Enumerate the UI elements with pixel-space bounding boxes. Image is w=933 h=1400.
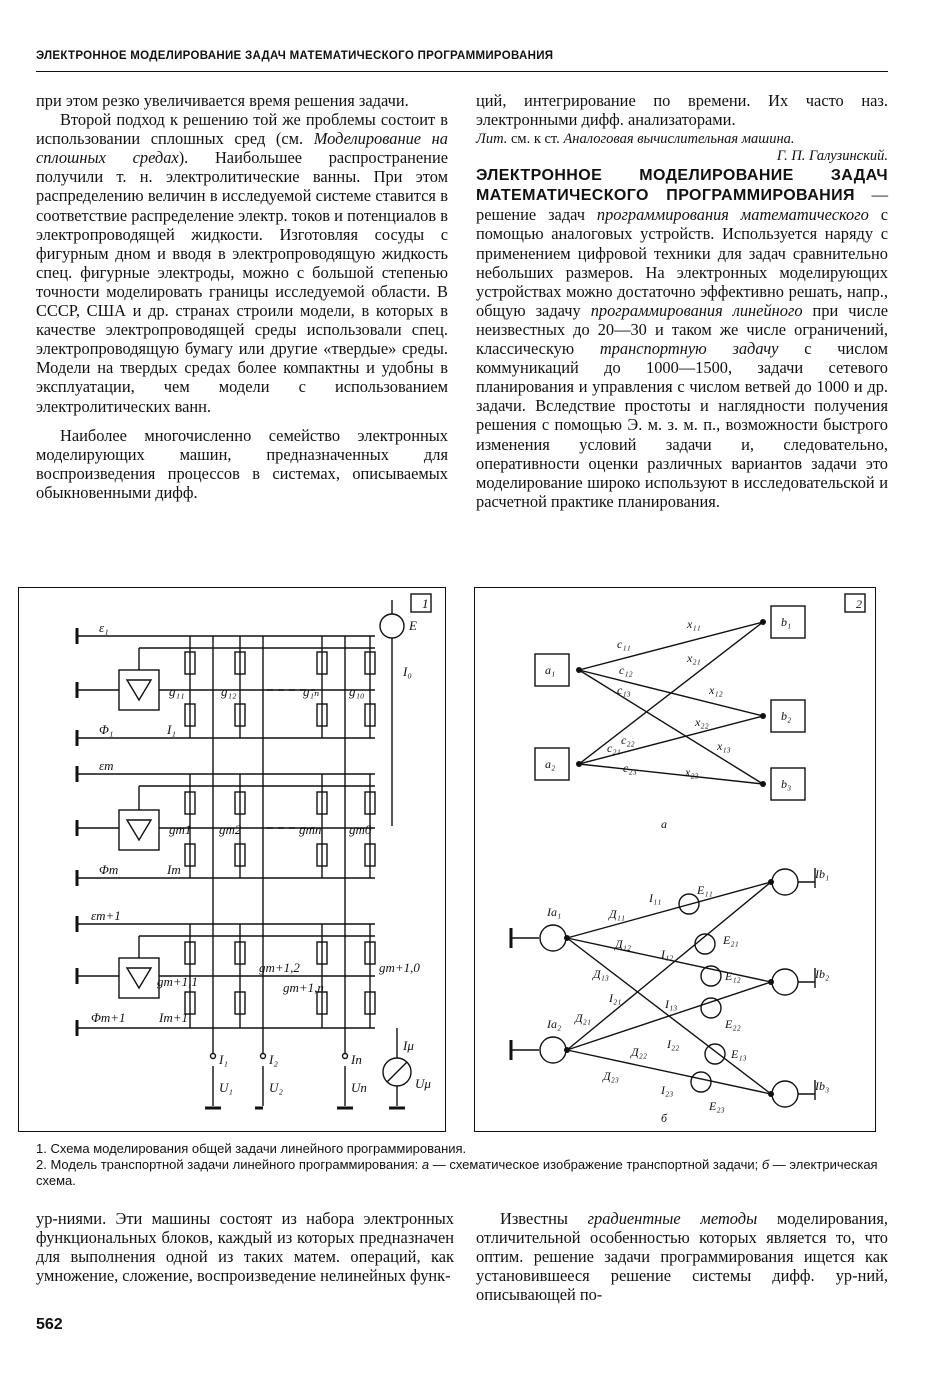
text: а	[421, 1157, 430, 1172]
label-gm11: gm+1,1	[157, 974, 198, 989]
right-column	[476, 91, 888, 511]
label-E: E	[409, 618, 417, 633]
label-I12: I₁₂	[661, 947, 674, 961]
text: моделирования, отличительной особенностью которых является то, что оптим. решение задачи программирования ищется как установившееся решение системы дифф. ур-ний, описывающей по-	[476, 1209, 888, 1305]
part-a-label: а	[661, 817, 667, 831]
label-D12: Д₁₂	[615, 937, 631, 951]
label-I22: I₂₂	[667, 1037, 680, 1051]
text: — схематическое изображение транспортной задачи;	[429, 1157, 762, 1172]
caption-2	[36, 1157, 888, 1189]
figure-1-circuit	[18, 587, 446, 1132]
literature-note	[476, 131, 888, 148]
label-umu: Uμ	[415, 1076, 431, 1091]
label-I11: I₁₁	[649, 891, 662, 905]
label-I0: I₀	[403, 664, 412, 679]
figure-2-svg	[475, 588, 875, 1131]
label-D13: Д₁₃	[593, 967, 609, 981]
label-Im: Im	[167, 862, 181, 877]
text: 2. Модель транспортной задачи линейного программирования:	[36, 1157, 422, 1172]
edge-x22: x₂₂	[695, 715, 709, 729]
text: б	[761, 1157, 770, 1172]
label-Ia1: Ia₁	[547, 905, 562, 919]
text: см. к ст.	[507, 131, 564, 148]
label-E12: E₁₂	[725, 969, 741, 983]
part-b-label: б	[661, 1111, 668, 1125]
author: Г. П. Галузинский.	[776, 148, 888, 165]
cross-reference: Аналоговая вычислительная машина.	[563, 131, 795, 148]
edge-c13: c₁₃	[617, 683, 631, 697]
page-number: 562	[36, 1316, 63, 1333]
edge-x11: x₁₁	[687, 617, 701, 631]
label-phim: Φm	[99, 862, 119, 877]
text: Второй подход к решению той же проблемы состоит в использовании сплошных сред (см.	[36, 110, 448, 149]
running-head: ЭЛЕКТРОННОЕ МОДЕЛИРОВАНИЕ ЗАДАЧ МАТЕМАТИЧЕСКОГО ПРОГРАММИРОВАНИЯ	[36, 50, 554, 62]
label-E13: E₁₃	[731, 1047, 747, 1061]
cross-reference: транспортную задачу	[599, 339, 779, 359]
label-u1: U₁	[219, 1080, 233, 1095]
text: с числом коммуникаций до 1000—1500, задачи сетевого планирования и управления с числом ветвей до 1000 и др. задачи. Вследствие простоты и наглядности получения решения с помощью Э. м. з. м. п., возможности быстрого изменения условий задачи и, следовательно, оперативности оценки различных вариантов задачи это моделирование широко используют в исследовательской и расчетной практике планирования.	[476, 339, 888, 511]
edge-x13: x₁₃	[717, 739, 731, 753]
label-gm12: gm+1,2	[259, 960, 300, 975]
label-Ia2: Ia₂	[547, 1017, 562, 1031]
paragraph	[476, 1209, 888, 1304]
label-D11: Д₁₁	[609, 907, 625, 921]
text: Известны	[500, 1209, 588, 1228]
label-D21: Д₂₁	[575, 1011, 591, 1025]
label-epsm1: εm+1	[91, 908, 121, 923]
text: — электрическая схема.	[36, 1157, 878, 1188]
edge-c11: c₁₁	[617, 637, 631, 651]
caption-1: 1. Схема моделирования общей задачи линейного программирования.	[36, 1141, 467, 1156]
label-g10: g₁₀	[349, 684, 365, 699]
cross-reference: программирования линейного	[590, 300, 803, 320]
label-g1n: g₁ₙ	[303, 684, 320, 699]
paragraph: Наиболее многочисленно семейство электронных моделирующих машин, предназначенных для воспроизведения процессов в системах, описываемых обыкновенными дифф.	[36, 425, 448, 502]
edge-c12: c₁₂	[619, 663, 633, 677]
label-eps1: ε₁	[99, 620, 109, 635]
figure-1-svg	[19, 588, 445, 1131]
node-b2: b₂	[781, 709, 792, 723]
node-b3: b₃	[781, 777, 792, 791]
label-gmn: gmn	[299, 822, 322, 837]
label-I1: I₁	[167, 722, 176, 737]
label-g11: g₁₁	[169, 684, 185, 699]
label-phim1: Φm+1	[91, 1010, 126, 1025]
edge-c23: c₂₃	[623, 761, 637, 775]
label-E21: E₂₁	[723, 933, 739, 947]
edge-c22: c₂₂	[621, 733, 635, 747]
cross-reference: программирования математического	[596, 205, 869, 225]
entry-paragraph	[476, 165, 888, 511]
label-epsm: εm	[99, 758, 114, 773]
lit-label: Лит.	[476, 131, 508, 148]
paragraph: ций, интегрирование по времени. Их часто наз. электронными дифф. анализаторами.	[476, 91, 888, 130]
paragraph: при этом резко увеличивается время решения задачи.	[36, 91, 409, 110]
label-gm0: gm0	[349, 822, 372, 837]
paragraph	[36, 110, 448, 416]
label-Ib3: Ib₃	[815, 1079, 830, 1093]
label-Im1: Im+1	[159, 1010, 188, 1025]
entry-title: ЭЛЕКТРОННОЕ МОДЕЛИРОВАНИЕ ЗАДАЧ МАТЕМАТИЧЕСКОГО ПРОГРАММИРОВАНИЯ	[476, 167, 888, 205]
label-i1: I₁	[219, 1052, 228, 1067]
label-imu: Iμ	[403, 1038, 414, 1053]
cross-reference: Моделирование на сплошных средах	[36, 129, 448, 168]
figure-number: 2	[856, 597, 862, 611]
edge-x23: x₂₃	[685, 765, 699, 779]
cross-reference: градиентные методы	[587, 1209, 758, 1228]
label-gm1n: gm+1,n	[283, 980, 324, 995]
node-a2: a₂	[545, 757, 556, 771]
label-I13: I₁₃	[665, 997, 678, 1011]
edge-c21: c₂₁	[607, 741, 621, 755]
label-i2: I₂	[269, 1052, 278, 1067]
figure-captions	[36, 1141, 888, 1189]
text: с помощью аналоговых устройств. Используется наряду с применением цифровой техники для задач сравнительно небольших размеров. На электронных моделирующих устройствах можно достаточно эффективно решать, напр., общую задачу	[476, 205, 888, 320]
label-E23: E₂₃	[709, 1099, 725, 1113]
label-I23: I₂₃	[661, 1083, 674, 1097]
left-column	[36, 91, 448, 502]
label-Ib1: Ib₁	[815, 867, 830, 881]
label-phi1: Φ₁	[99, 722, 114, 737]
paragraph: ур-ниями. Эти машины состоят из набора электронных функциональных блоков, каждый из которых предназначен для выполнения одной из таких матем. операций, как умножение, сложение, воспроизведение нелинейных функ-	[36, 1209, 454, 1286]
label-Ib2: Ib₂	[815, 967, 830, 981]
label-E11: E₁₁	[697, 883, 713, 897]
edge-x21: x₂₁	[687, 651, 701, 665]
figure-2-transport-model	[474, 587, 876, 1132]
label-gm2: gm2	[219, 822, 242, 837]
label-in: In	[351, 1052, 362, 1067]
text: ). Наибольшее распространение получили т. н. электролитические ванны. При этом распределению величин в исследуемой системе ставится в соответствие распределение электр. токов и потенциалов в электропроводящей жидкости. Изготовляя сосуды с фигурным дном и вводя в электропроводящую жидкость спец. фигурные электроды, можно с большой степенью точности моделировать границы исследуемой области. В СССР, США и др. странах строили модели, в которых в качестве электропроводящей среды использовали спец. электропроводящую бумагу или другие «твердые» среды. Модели на твердых средах более компактны и удобны в эксплуатации, чем модели с использованием электролитических ванн.	[36, 148, 448, 416]
label-gm1: gm1	[169, 822, 192, 837]
label-I21: I₂₁	[609, 991, 622, 1005]
label-D22: Д₂₂	[631, 1045, 647, 1059]
bottom-right-column	[476, 1209, 888, 1304]
bottom-left-column	[36, 1209, 454, 1285]
edge-x12: x₁₂	[709, 683, 723, 697]
header-rule	[36, 71, 888, 72]
figure-number: 1	[422, 596, 429, 611]
label-gm10: gm+1,0	[379, 960, 420, 975]
text: при числе неизвестных до 20—30 и таком же числе ограничений, классическую	[476, 300, 888, 359]
node-b1: b₁	[781, 615, 792, 629]
node-a1: a₁	[545, 663, 556, 677]
label-un: Un	[351, 1080, 367, 1095]
label-D23: Д₂₃	[603, 1069, 619, 1083]
label-E22: E₂₂	[725, 1017, 741, 1031]
label-u2: U₂	[269, 1080, 283, 1095]
label-g12: g₁₂	[221, 684, 237, 699]
text: — решение задач	[476, 185, 888, 225]
